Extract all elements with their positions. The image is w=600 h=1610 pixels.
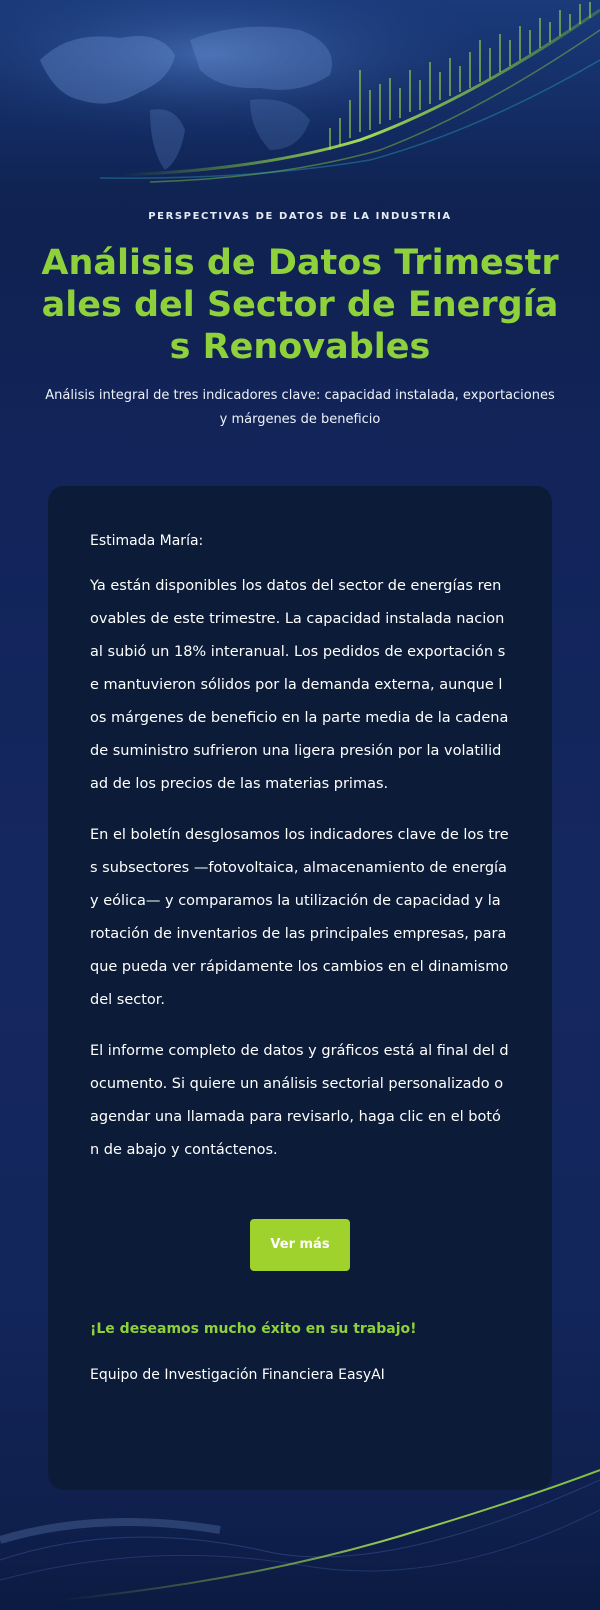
paragraph-subsectors: En el boletín desglosamos los indicadores clave de los tres subsectores —fotovoltaica, almacenamiento de energía y eólica— y comparamos la utilización de capacidad y la rotación de inventarios de las principales empresas, para que pueda ver rápidamente los cambios en el dinamismo del sector. — [90, 827, 509, 1008]
eyebrow-label: PERSPECTIVAS DE DATOS DE LA INDUSTRIA — [148, 211, 452, 222]
paragraph-report: El informe completo de datos y gráficos está al final del documento. Si quiere un análisis sectorial personalizado o agendar una llamada para revisarlo, haga clic en el botón de abajo y contáctenos. — [90, 1043, 509, 1158]
letter-card — [48, 486, 552, 1490]
cta-container — [90, 1219, 510, 1271]
paragraph-market-data: Ya están disponibles los datos del sector de energías renovables de este trimestre. La capacidad instalada nacional subió un 18% interanual. Los pedidos de exportación se mantuvieron sólidos por la demanda externa, aunque los márgenes de beneficio en la parte media de la cadena de suministro sufrieron una ligera presión por la volatilidad de los precios de las materias primas. — [90, 578, 509, 792]
greeting: Estimada María: — [90, 533, 204, 549]
see-more-button[interactable]: Ver más — [250, 1219, 350, 1271]
header — [0, 0, 600, 432]
closing-wishes: ¡Le deseamos mucho éxito en su trabajo! — [90, 1321, 417, 1337]
page-subtitle: Análisis integral de tres indicadores clave: capacidad instalada, exportaciones y márgenes de beneficio — [45, 388, 555, 427]
page-title: Análisis de Datos Trimestrales del Sector de Energías Renovables — [41, 243, 559, 367]
signature: Equipo de Investigación Financiera EasyAI — [90, 1367, 385, 1383]
